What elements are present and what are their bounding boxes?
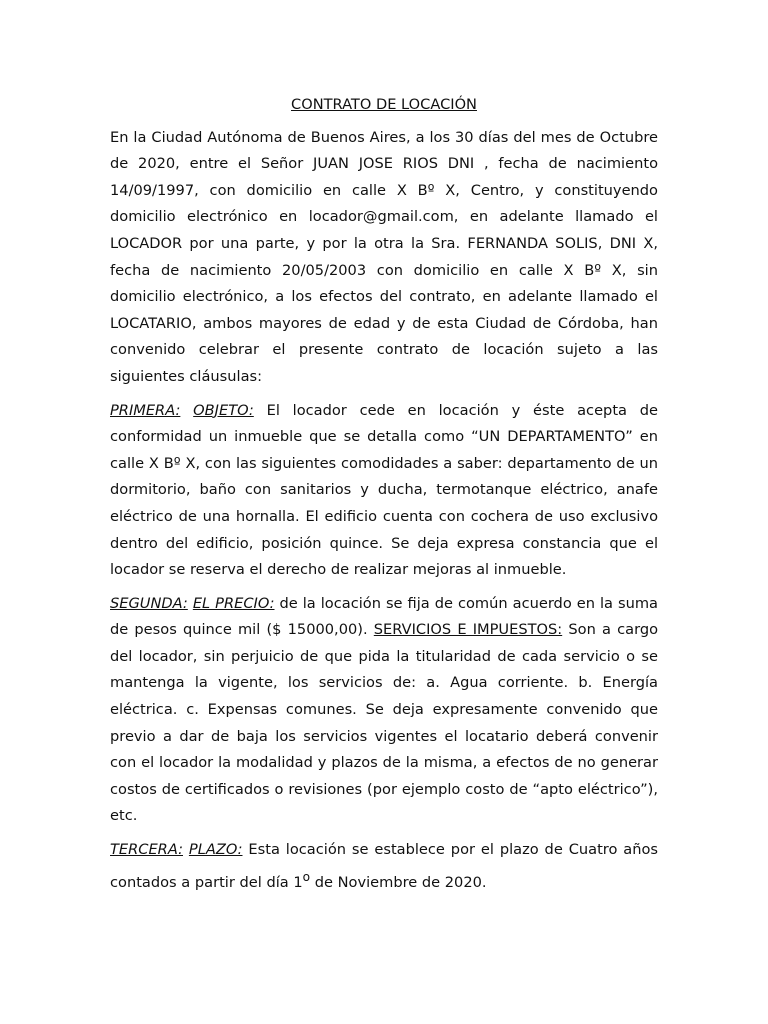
servicios-impuestos-label: SERVICIOS E IMPUESTOS: — [373, 621, 563, 639]
clause-segunda — [110, 591, 658, 830]
clause-tercera-text-a: Esta locación se establece por el plazo de Cuatro años contados a partir del día 1 — [110, 841, 659, 891]
clause-primera-title: OBJETO: — [193, 401, 254, 419]
clause-tercera-label: TERCERA: — [110, 841, 183, 859]
clause-primera-label: PRIMERA: — [110, 401, 181, 419]
intro-paragraph: En la Ciudad Autónoma de Buenos Aires, a los 30 días del mes de Octubre de 2020, entre el Señor JUAN JOSE RIOS DNI , fecha de nacimiento 14/09/1997, con domicilio en calle X Bº X, Centro, y constituyendo domicilio electrónico en locador@gmail.com, en adelante llamado el LOCADOR por una parte, y por la otra la Sra. FERNANDA SOLIS, DNI X, fecha de nacimiento 20/05/2003 con domicilio en calle X Bº X, sin domicilio electrónico, a los efectos del contrato, en adelante llamado el LOCATARIO, ambos mayores de edad y de esta Ciudad de Córdoba, han convenido celebrar el presente contrato de locación sujeto a las siguientes cláusulas: — [110, 128, 658, 385]
clause-primera-text: El locador cede en locación y éste acepta de conformidad un inmueble que se detalla como “UN DEPARTAMENTO” en calle X Bº X, con las siguientes comodidades a saber: departamento de un dormitorio, baño con sanitarios y ducha, termotanque eléctrico, anafe eléctrico de una hornalla. El edificio cuenta con cochera de uso exclusivo dentro del edificio, posición quince. Se deja expresa constancia que el locador se reserva el derecho de realizar mejoras al inmueble. — [110, 401, 659, 579]
clause-tercera-text-b: de Noviembre de 2020. — [314, 873, 487, 891]
clause-tercera — [110, 837, 658, 896]
clause-segunda-text-a: de la locación se fija de común acuerdo en la suma de pesos quince mil ($ 15000,00). — [110, 594, 658, 639]
ordinal-superscript: o — [302, 869, 311, 884]
clause-segunda-label: SEGUNDA: — [110, 594, 188, 612]
contract-page — [110, 92, 658, 903]
clause-primera — [110, 398, 658, 584]
clause-tercera-title: PLAZO: — [188, 841, 243, 859]
clause-segunda-title: EL PRECIO: — [192, 594, 275, 612]
document-title: CONTRATO DE LOCACIÓN — [291, 96, 477, 113]
clause-segunda-text-b: Son a cargo del locador, sin perjuicio de que pida la titularidad de cada servicio o se mantenga la vigente, los servicios de: a. Agua corriente. b. Energía eléctrica. c. Expensas comunes. Se deja expresamente convenido que previo a dar de baja los servicios vigentes el locatario deberá convenir con el locador la modalidad y plazos de la misma, a efectos de no generar costos de certificados o revisiones (por ejemplo costo de “apto eléctrico”), etc. — [110, 621, 659, 825]
